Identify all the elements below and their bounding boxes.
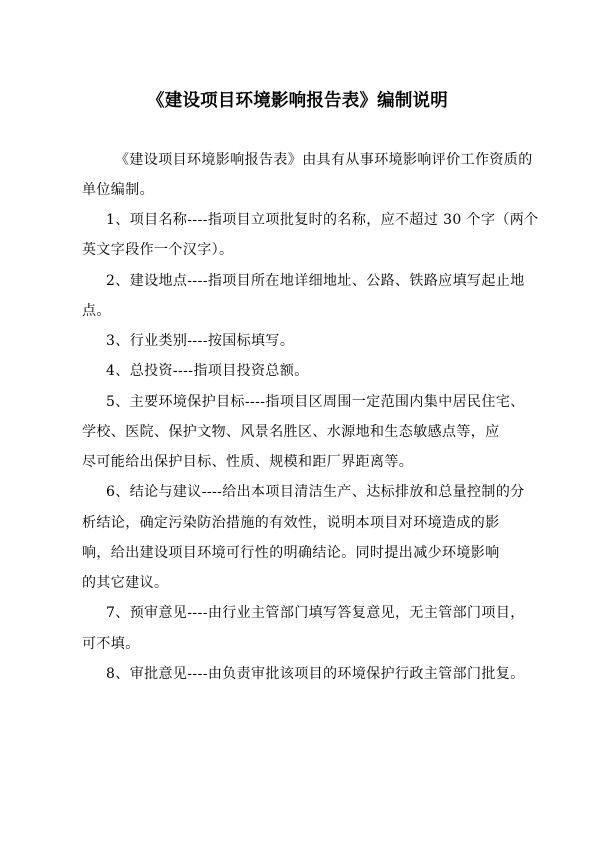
item-1-line-1: 1、项目名称----指项目立项批复时的名称，应不超过 30 个字（两个 (106, 212, 539, 228)
item-2-line-2: 点。 (82, 303, 111, 319)
intro-line-2: 单位编制。 (82, 182, 154, 198)
item-6-line-2: 析结论，确定污染防治措施的有效性，说明本项目对环境造成的影 (82, 515, 500, 531)
item-1-line-2: 英文字段作一个汉字）。 (82, 242, 234, 258)
item-3-line-1: 3、行业类别----按国标填写。 (106, 333, 295, 349)
item-6-line-4: 的其它建议。 (82, 575, 169, 591)
page-title: 《建设项目环境影响报告表》编制说明 (147, 91, 448, 111)
item-8-line-1: 8、审批意见----由负责审批该项目的环境保护行政主管部门批复。 (106, 666, 525, 682)
item-7-line-2: 可不填。 (82, 636, 140, 652)
item-7-line-1: 7、预审意见----由行业主管部门填写答复意见，无主管部门项目， (106, 605, 525, 621)
intro-line-1: 《建设项目环境影响报告表》由具有从事环境影响评价工作资质的 (115, 152, 533, 168)
item-6-line-1: 6、结论与建议----给出本项目清洁生产、达标排放和总量控制的分 (106, 484, 525, 500)
item-5-line-3: 尽可能给出保护目标、性质、规模和距厂界距离等。 (82, 454, 414, 470)
item-5-line-1: 5、主要环境保护目标----指项目区周围一定范围内集中居民住宅、 (106, 394, 525, 410)
item-2-line-1: 2、建设地点----指项目所在地详细地址、公路、铁路应填写起止地 (106, 273, 525, 289)
item-4-line-1: 4、总投资----指项目投资总额。 (106, 363, 309, 379)
item-5-line-2: 学校、医院、保护文物、风景名胜区、水源地和生态敏感点等，应 (82, 424, 500, 440)
item-6-line-3: 响，给出建设项目环境可行性的明确结论。同时提出减少环境影响 (82, 545, 500, 561)
